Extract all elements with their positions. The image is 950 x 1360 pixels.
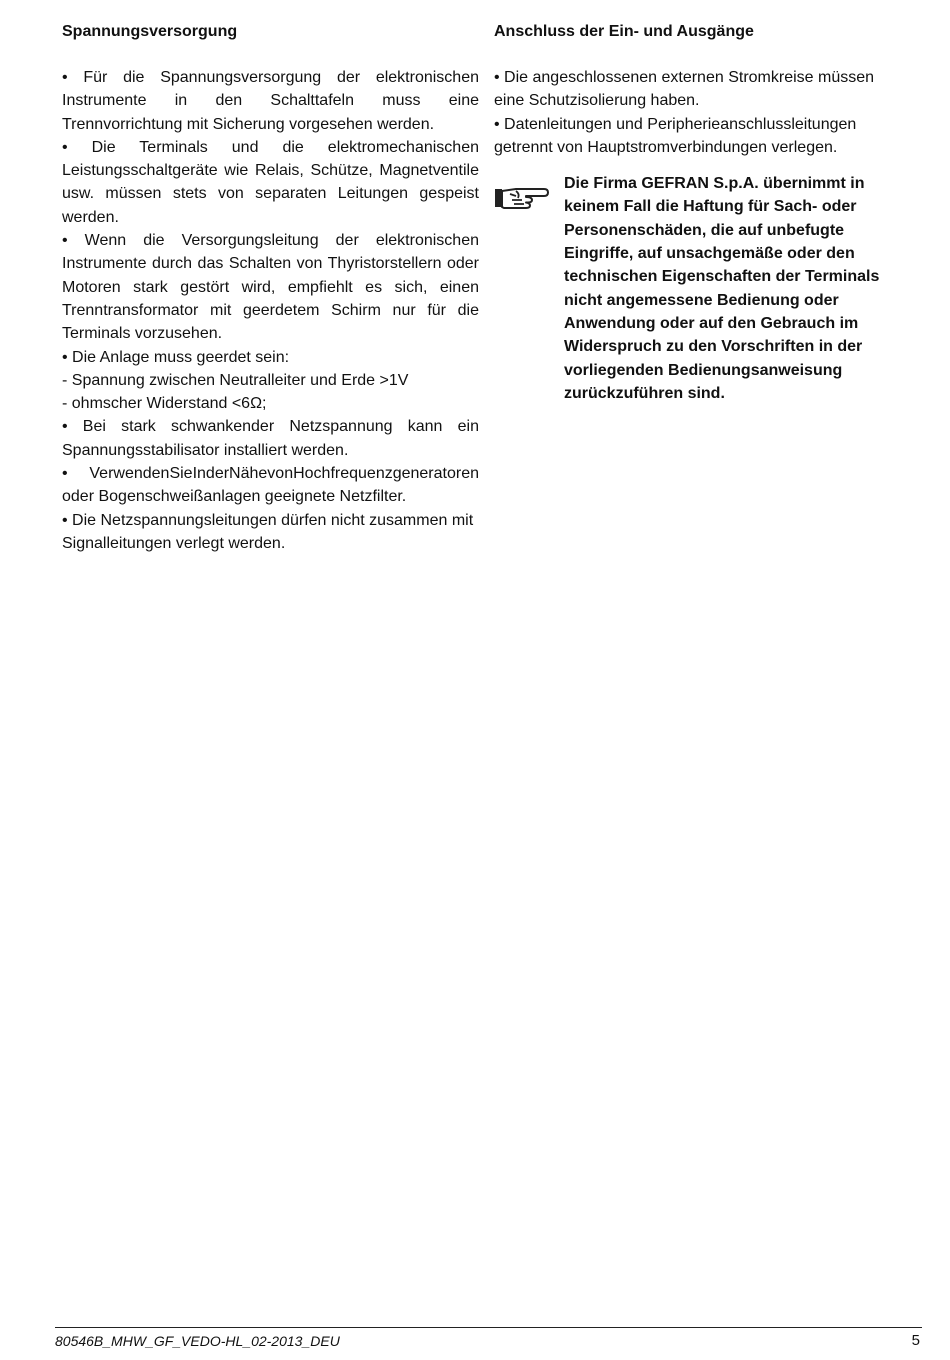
- paragraph: • Bei stark schwankender Netzspannung kann ein Spannungsstabilisator installiert werden.: [62, 418, 479, 459]
- paragraph: • Die Netzspannungsleitungen dürfen nicht zusammen mit Signalleitungen verlegt werden.: [62, 511, 474, 552]
- document-code: 80546B_MHW_GF_VEDO-HL_02-2013_DEU: [55, 1333, 340, 1349]
- paragraph: • Wenn die Versorgungsleitung der elektronischen Instrumente durch das Schalten von Thyristorstellern oder Motoren stark gestört wird, empfiehlt es sich, einen Trenntransformator mit geerdetem Schirm nur für die Terminals vorzusehen.: [62, 232, 479, 343]
- page-number: 5: [911, 1332, 920, 1349]
- pointing-hand-icon: [494, 186, 550, 212]
- paragraph: • Die Terminals und die elektromechanischen Leistungsschaltgeräte wie Relais, Schütze, Magnetventile usw. müssen stets von separaten Leitungen gespeist werden.: [62, 138, 479, 226]
- paragraph: • VerwendenSieInderNähevonHochfrequenzgeneratoren oder Bogenschweißanlagen geeignete Netzfilter.: [62, 465, 479, 506]
- paragraph: • Für die Spannungsversorgung der elektronischen Instrumente in den Schalttafeln muss eine Trennvorrichtung mit Sicherung vorgesehen werden.: [62, 69, 479, 133]
- footer-divider: [55, 1327, 922, 1328]
- liability-notice: [494, 172, 904, 405]
- paragraph: - ohmscher Widerstand <6Ω;: [62, 395, 267, 413]
- paragraph: - Spannung zwischen Neutralleiter und Erde >1V: [62, 371, 409, 389]
- heading-spannungsversorgung: Spannungsversorgung: [62, 23, 238, 40]
- left-column: [62, 20, 479, 555]
- notice-text: Die Firma GEFRAN S.p.A. übernimmt in keinem Fall die Haftung für Sach- oder Personenschäden, die auf unbefugte Eingriffe, auf unsachgemäße oder den technischen Eigenschaften der Terminals nicht angemessene Bedienung oder Anwendung oder auf den Gebrauch im Widerspruch zu den Vorschriften in der vorliegenden Bedienungsanweisung zurückzuführen sind.: [564, 175, 880, 402]
- heading-anschluss: Anschluss der Ein- und Ausgänge: [494, 23, 754, 40]
- paragraph: • Die Anlage muss geerdet sein:: [62, 348, 290, 366]
- right-column: [494, 20, 904, 405]
- paragraph: • Die angeschlossenen externen Stromkreise müssen eine Schutzisolierung haben.: [494, 69, 875, 110]
- paragraph: • Datenleitungen und Peripherieanschlussleitungen getrennt von Hauptstromverbindungen verlegen.: [494, 115, 857, 156]
